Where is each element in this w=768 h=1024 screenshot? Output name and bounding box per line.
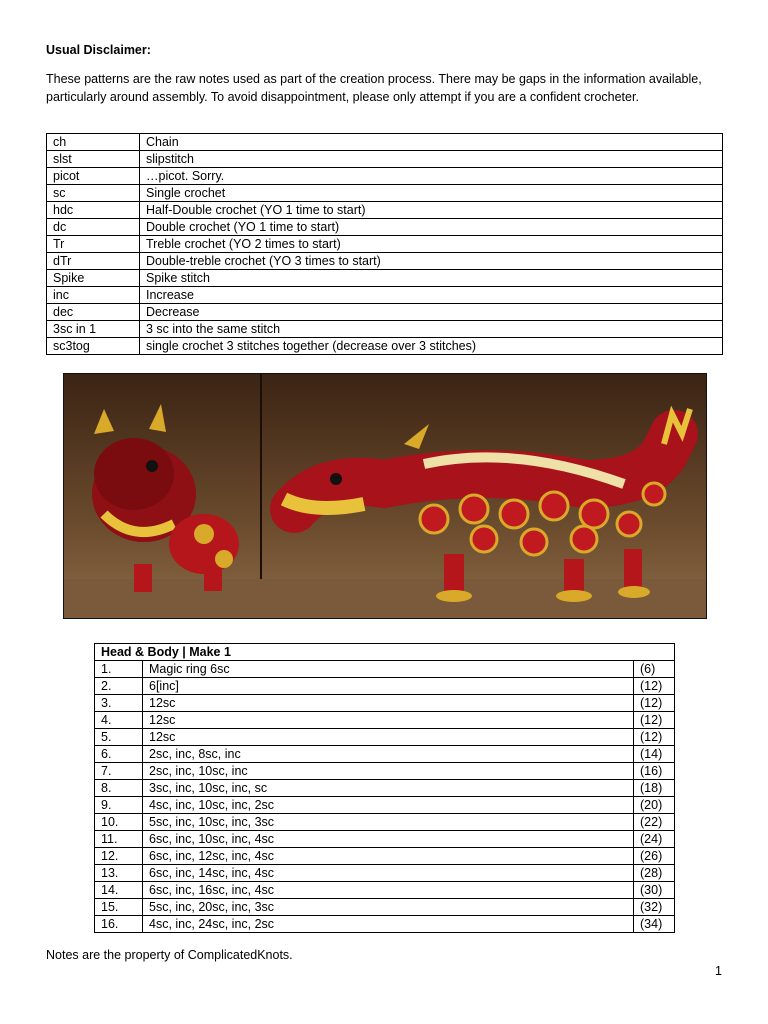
abbreviation-term: inc (47, 287, 140, 304)
row-number: 5. (95, 729, 143, 746)
abbreviation-meaning: Double-treble crochet (YO 3 times to start) (140, 253, 723, 270)
row-stitch-count: (28) (634, 865, 675, 882)
abbreviation-row (47, 236, 723, 253)
row-number: 14. (95, 882, 143, 899)
abbreviation-meaning: Chain (140, 134, 723, 151)
row-stitch-count: (6) (634, 661, 675, 678)
row-stitch-count: (22) (634, 814, 675, 831)
row-stitch-count: (26) (634, 848, 675, 865)
abbreviation-meaning: single crochet 3 stitches together (decrease over 3 stitches) (140, 338, 723, 355)
pattern-title: Head & Body | Make 1 (95, 644, 675, 661)
abbreviation-meaning: Decrease (140, 304, 723, 321)
row-number: 13. (95, 865, 143, 882)
pattern-row (95, 712, 675, 729)
abbreviation-row (47, 185, 723, 202)
row-number: 8. (95, 780, 143, 797)
row-number: 4. (95, 712, 143, 729)
row-stitch-count: (34) (634, 916, 675, 933)
abbreviation-row (47, 151, 723, 168)
pattern-row (95, 678, 675, 695)
abbreviation-term: hdc (47, 202, 140, 219)
row-number: 2. (95, 678, 143, 695)
row-instruction: 6[inc] (143, 678, 634, 695)
pattern-row (95, 695, 675, 712)
abbreviation-row (47, 321, 723, 338)
row-stitch-count: (12) (634, 712, 675, 729)
pattern-row (95, 848, 675, 865)
pattern-row (95, 899, 675, 916)
abbreviation-term: dTr (47, 253, 140, 270)
row-instruction: 6sc, inc, 16sc, inc, 4sc (143, 882, 634, 899)
footer-note: Notes are the property of ComplicatedKnots. (46, 948, 293, 962)
disclaimer-heading: Usual Disclaimer: (46, 43, 151, 57)
row-instruction: 6sc, inc, 14sc, inc, 4sc (143, 865, 634, 882)
row-instruction: Magic ring 6sc (143, 661, 634, 678)
row-instruction: 4sc, inc, 24sc, inc, 2sc (143, 916, 634, 933)
pattern-row (95, 831, 675, 848)
abbreviation-term: slst (47, 151, 140, 168)
abbreviation-meaning: Single crochet (140, 185, 723, 202)
abbreviation-row (47, 134, 723, 151)
abbreviation-meaning: Increase (140, 287, 723, 304)
abbreviation-meaning: slipstitch (140, 151, 723, 168)
row-stitch-count: (12) (634, 695, 675, 712)
row-number: 15. (95, 899, 143, 916)
abbreviation-term: 3sc in 1 (47, 321, 140, 338)
row-instruction: 2sc, inc, 10sc, inc (143, 763, 634, 780)
abbreviation-term: sc (47, 185, 140, 202)
row-stitch-count: (20) (634, 797, 675, 814)
pattern-row (95, 882, 675, 899)
abbreviation-row (47, 219, 723, 236)
row-stitch-count: (16) (634, 763, 675, 780)
page-number: 1 (715, 964, 722, 978)
abbreviation-table (46, 133, 723, 355)
abbreviation-row (47, 287, 723, 304)
row-number: 9. (95, 797, 143, 814)
abbreviation-meaning: Half-Double crochet (YO 1 time to start) (140, 202, 723, 219)
row-number: 3. (95, 695, 143, 712)
row-stitch-count: (24) (634, 831, 675, 848)
abbreviation-term: dec (47, 304, 140, 321)
abbreviation-term: dc (47, 219, 140, 236)
dragon-photo (63, 373, 707, 619)
row-number: 10. (95, 814, 143, 831)
abbreviation-term: Tr (47, 236, 140, 253)
abbreviation-row (47, 338, 723, 355)
abbreviation-term: ch (47, 134, 140, 151)
row-stitch-count: (12) (634, 729, 675, 746)
abbreviation-row (47, 304, 723, 321)
abbreviation-row (47, 168, 723, 185)
pattern-row (95, 780, 675, 797)
row-instruction: 12sc (143, 729, 634, 746)
row-instruction: 5sc, inc, 20sc, inc, 3sc (143, 899, 634, 916)
row-number: 11. (95, 831, 143, 848)
abbreviation-meaning: Treble crochet (YO 2 times to start) (140, 236, 723, 253)
abbreviation-meaning: Double crochet (YO 1 time to start) (140, 219, 723, 236)
row-stitch-count: (32) (634, 899, 675, 916)
pattern-table (94, 643, 675, 933)
abbreviation-term: picot (47, 168, 140, 185)
pattern-header-row (95, 644, 675, 661)
pattern-row (95, 746, 675, 763)
pattern-row (95, 814, 675, 831)
row-stitch-count: (18) (634, 780, 675, 797)
abbreviation-meaning: Spike stitch (140, 270, 723, 287)
row-number: 7. (95, 763, 143, 780)
row-instruction: 12sc (143, 695, 634, 712)
abbreviation-term: sc3tog (47, 338, 140, 355)
pattern-row (95, 661, 675, 678)
pattern-row (95, 729, 675, 746)
disclaimer-text: These patterns are the raw notes used as part of the creation process. There may be gaps in the information available, particularly around assembly. To avoid disappointment, please only attempt if you are a confident crocheter. (46, 72, 702, 104)
row-instruction: 2sc, inc, 8sc, inc (143, 746, 634, 763)
row-number: 12. (95, 848, 143, 865)
row-instruction: 6sc, inc, 12sc, inc, 4sc (143, 848, 634, 865)
abbreviation-meaning: 3 sc into the same stitch (140, 321, 723, 338)
row-stitch-count: (30) (634, 882, 675, 899)
crochet-dragon-image (64, 374, 706, 618)
row-instruction: 6sc, inc, 10sc, inc, 4sc (143, 831, 634, 848)
abbreviation-row (47, 202, 723, 219)
abbreviation-row (47, 253, 723, 270)
row-number: 1. (95, 661, 143, 678)
row-instruction: 12sc (143, 712, 634, 729)
pattern-row (95, 763, 675, 780)
pattern-row (95, 865, 675, 882)
row-instruction: 5sc, inc, 10sc, inc, 3sc (143, 814, 634, 831)
row-instruction: 3sc, inc, 10sc, inc, sc (143, 780, 634, 797)
row-number: 16. (95, 916, 143, 933)
pattern-row (95, 916, 675, 933)
abbreviation-row (47, 270, 723, 287)
row-number: 6. (95, 746, 143, 763)
abbreviation-term: Spike (47, 270, 140, 287)
row-stitch-count: (12) (634, 678, 675, 695)
row-stitch-count: (14) (634, 746, 675, 763)
abbreviation-meaning: …picot. Sorry. (140, 168, 723, 185)
pattern-row (95, 797, 675, 814)
row-instruction: 4sc, inc, 10sc, inc, 2sc (143, 797, 634, 814)
